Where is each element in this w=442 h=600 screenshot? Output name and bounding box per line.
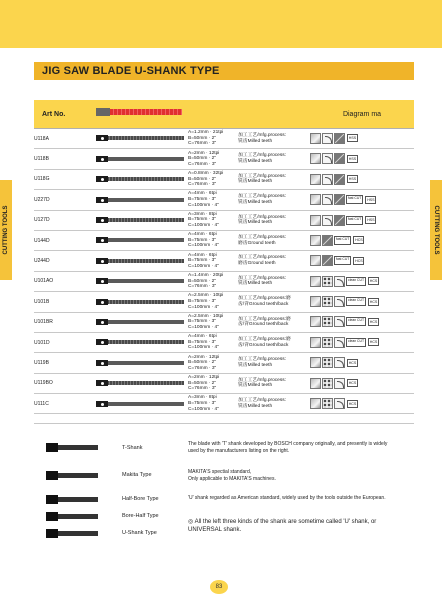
blade-spec: A=4mm · 6tpi B=75mm · 3" C=100mm · 4" <box>188 251 238 271</box>
mfg-process <box>238 190 310 210</box>
wood-material-icon <box>334 194 345 205</box>
curve-material-icon <box>334 337 345 348</box>
dots-material-icon <box>322 357 333 368</box>
metal-material-icon <box>310 255 321 266</box>
steel-grade-badge: HCS <box>369 319 378 324</box>
header-spec <box>188 100 238 129</box>
metal-material-icon <box>310 296 321 307</box>
cut-type-badge: clean CUT <box>346 338 366 347</box>
mfg-process-label: 加工工艺/mfg.process: <box>238 194 286 200</box>
header-blade-diagram <box>92 100 188 129</box>
dots-material-icon <box>322 276 333 287</box>
art-number: U127D <box>34 210 92 230</box>
steel-grade-badge: HCS <box>348 401 357 406</box>
application-icons <box>310 149 414 169</box>
product-table <box>34 100 414 414</box>
table-row <box>34 312 414 332</box>
cut-type-badge: clean CUT <box>346 277 366 286</box>
application-icons <box>310 332 414 352</box>
mfg-process <box>238 373 310 393</box>
mfg-process-value: 铣齿Milled teeth <box>238 281 273 287</box>
art-number: U111C <box>34 394 92 414</box>
mfg-process-value: 铣齿Milled teeth <box>238 362 273 368</box>
blade-graphic <box>98 320 184 324</box>
metal-material-icon <box>310 378 321 389</box>
table-header-row <box>34 100 414 129</box>
header-art-no: Art No. <box>34 100 92 129</box>
mfg-process-value: 铣齿Milled teeth <box>238 179 273 185</box>
header-process <box>238 100 310 129</box>
blade-spec: A=2mm · 12tpi B=50mm · 2" C=76mm · 3" <box>188 373 238 393</box>
blade-graphic <box>98 340 184 344</box>
makita-label: Makita Type <box>122 472 152 478</box>
shank-hole <box>101 403 104 406</box>
shank-hole <box>101 362 104 365</box>
blade-image-cell <box>92 353 188 373</box>
t-shank-label: T-Shank <box>122 445 143 451</box>
blade-image-cell <box>92 373 188 393</box>
header-diagram: Diagram ma <box>310 100 414 129</box>
mfg-process-value: 铣齿Milled teeth <box>238 220 273 226</box>
blade-graphic <box>98 157 184 161</box>
u-shank-description: 'U' shank regarded as American standard, widely used by the tools outside the European. <box>188 495 386 501</box>
blade-spec: A=1.4mm · 20tpi B=50mm · 2" C=76mm · 3" <box>188 271 238 291</box>
blade-graphic <box>98 238 184 242</box>
metal-material-icon <box>310 133 321 144</box>
blade-graphic <box>98 381 184 385</box>
table-row <box>34 353 414 373</box>
art-number: U101AO <box>34 271 92 291</box>
shank-hole <box>101 219 104 222</box>
side-tab-right <box>430 180 442 280</box>
steel-grade-badge: HSS <box>348 177 357 182</box>
blade-graphic <box>98 361 184 365</box>
art-number: U227D <box>34 190 92 210</box>
mfg-process-value: 铣齿Milled teeth <box>238 199 273 205</box>
table-row <box>34 190 414 210</box>
table-row <box>34 169 414 189</box>
steel-grade-badge: HSS <box>348 156 357 161</box>
application-icons <box>310 169 414 189</box>
half-bore-label: Half-Bore Type <box>122 496 159 502</box>
blade-graphic <box>98 279 184 283</box>
table-row <box>34 271 414 291</box>
mfg-process-label: 加工工艺/mfg.process: <box>238 133 286 139</box>
mfg-process-value: 磨齿Ground teeth <box>238 261 276 267</box>
table-row <box>34 332 414 352</box>
page-number: 83 <box>210 580 228 594</box>
dots-material-icon <box>322 378 333 389</box>
blade-spec: A=3mm · 8tpi B=75mm · 3" C=100mm · 4" <box>188 210 238 230</box>
blade-image-cell <box>92 129 188 149</box>
art-number: U118A <box>34 129 92 149</box>
side-tab-right-label: CUTTING TOOLS <box>433 205 439 255</box>
curve-material-icon <box>322 215 333 226</box>
mfg-process <box>238 169 310 189</box>
metal-material-icon <box>310 194 321 205</box>
legend-row-u-shanks <box>34 494 414 550</box>
mfg-process-value: 铣齿Milled teeth <box>238 403 273 409</box>
art-number: U119B <box>34 353 92 373</box>
dots-material-icon <box>322 398 333 409</box>
shank-hole <box>101 301 104 304</box>
blade-spec: A=4mm · 6tpi B=75mm · 3" C=100mm · 4" <box>188 190 238 210</box>
blade-image-cell <box>92 149 188 169</box>
cut-type-badge: clean CUT <box>346 317 366 326</box>
metal-material-icon <box>310 316 321 327</box>
art-number: U244D <box>34 251 92 271</box>
mfg-process <box>238 230 310 250</box>
dots-material-icon <box>322 316 333 327</box>
application-icons <box>310 210 414 230</box>
side-tab-left <box>0 180 12 280</box>
metal-material-icon <box>310 357 321 368</box>
blade-image-cell <box>92 190 188 210</box>
mfg-process <box>238 210 310 230</box>
blade-spec: A=2mm · 12tpi B=50mm · 2" C=76mm · 3" <box>188 149 238 169</box>
mfg-process-value: 铣齿Milled teeth <box>238 159 273 165</box>
blade-image-cell <box>92 271 188 291</box>
shank-hole <box>101 158 104 161</box>
blade-graphic <box>98 198 184 202</box>
metal-material-icon <box>310 174 321 185</box>
universal-note <box>188 518 398 534</box>
section-divider <box>34 423 414 424</box>
blade-graphic <box>98 402 184 406</box>
blade-image-cell <box>92 332 188 352</box>
page-title: JIG SAW BLADE U-SHANK TYPE <box>42 65 220 77</box>
makita-description <box>188 469 398 483</box>
blade-spec: A=2mm · 12tpi B=50mm · 2" C=76mm · 3" <box>188 353 238 373</box>
makita-desc-line2: Only applicable to MAKITA'S machines. <box>188 476 276 482</box>
table-row <box>34 373 414 393</box>
mfg-process-value: 齿/背Ground teeth/back <box>238 342 289 348</box>
steel-grade-badge: HCS <box>355 258 363 263</box>
dots-material-icon <box>322 337 333 348</box>
steel-grade-badge: HCS <box>348 381 357 386</box>
blade-spec: A=2.5mm · 10tpi B=75mm · 3" C=100mm · 4" <box>188 292 238 312</box>
blade-image-cell <box>92 292 188 312</box>
curve-material-icon <box>322 153 333 164</box>
mfg-process-label: 加工工艺/mfg.process: <box>238 377 286 383</box>
wood-material-icon <box>334 153 345 164</box>
note-bullet-icon: ◎ <box>188 519 194 525</box>
blade-spec: A=2.5mm · 10tpi B=75mm · 3" C=100mm · 4" <box>188 312 238 332</box>
mfg-process <box>238 149 310 169</box>
cut-type-badge: fast CUT <box>346 195 363 204</box>
side-tab-left-label: CUTTING TOOLS <box>3 205 9 255</box>
mfg-process-label: 加工工艺/mfg.process: <box>238 153 286 159</box>
art-number: U119BO <box>34 373 92 393</box>
mfg-process <box>238 312 310 332</box>
table-row <box>34 129 414 149</box>
t-shank-description: The blade with 'T' shank developed by BOSCH company originally, and presently is widely used by the manufacturers listing on the right. <box>188 441 388 454</box>
legend-row-t-shank <box>34 438 414 460</box>
curve-material-icon <box>322 194 333 205</box>
blade-spec: A=0.8mm · 32tpi B=50mm · 2" C=76mm · 3" <box>188 169 238 189</box>
metal-material-icon <box>310 337 321 348</box>
application-icons <box>310 373 414 393</box>
mfg-process-label: 加工工艺/mfg.process: <box>238 173 286 179</box>
wood-material-icon <box>334 174 345 185</box>
curve-material-icon <box>334 276 345 287</box>
mfg-process <box>238 353 310 373</box>
mfg-process-value: 齿/背Ground teeth/back <box>238 322 289 328</box>
art-number: U101D <box>34 332 92 352</box>
blade-image-cell <box>92 210 188 230</box>
application-icons <box>310 190 414 210</box>
blade-spec: A=4mm · 6tpi B=75mm · 3" C=100mm · 4" <box>188 230 238 250</box>
mfg-process-label: 加工工艺/mfg.process: <box>238 214 286 220</box>
table-row <box>34 251 414 271</box>
makita-shank-graphic <box>50 473 98 478</box>
metal-material-icon <box>310 153 321 164</box>
steel-grade-badge: HSS <box>367 197 375 202</box>
half-bore-graphic <box>50 497 98 502</box>
shank-hole <box>101 321 104 324</box>
mfg-process-value: 铣齿Milled teeth <box>238 138 273 144</box>
steel-grade-badge: HCS <box>348 360 357 365</box>
blade-spec: A=4mm · 6tpi B=75mm · 3" C=100mm · 4" <box>188 332 238 352</box>
application-icons <box>310 312 414 332</box>
wood-material-icon <box>322 255 333 266</box>
mfg-process <box>238 271 310 291</box>
blade-graphic <box>98 177 184 181</box>
blade-image-cell <box>92 169 188 189</box>
legend-row-makita <box>34 466 414 488</box>
blade-spec: A=1.2mm · 21tpi B=50mm · 2" C=76mm · 3" <box>188 129 238 149</box>
mfg-process-label: 加工工艺/mfg.process:磨 <box>238 316 291 322</box>
mfg-process-label: 加工工艺/mfg.process: <box>238 255 286 261</box>
blade-spec: A=3mm · 8tpi B=75mm · 3" C=100mm · 4" <box>188 394 238 414</box>
mfg-process <box>238 394 310 414</box>
metal-material-icon <box>310 215 321 226</box>
blade-graphic <box>98 300 184 304</box>
top-banner <box>0 0 442 48</box>
cut-type-badge: fast CUT <box>334 256 351 265</box>
table-row <box>34 210 414 230</box>
art-number: U101BR <box>34 312 92 332</box>
table-row <box>34 149 414 169</box>
mfg-process <box>238 129 310 149</box>
wood-material-icon <box>322 235 333 246</box>
curve-material-icon <box>322 133 333 144</box>
metal-material-icon <box>310 235 321 246</box>
art-number: U118G <box>34 169 92 189</box>
application-icons <box>310 292 414 312</box>
curve-material-icon <box>334 296 345 307</box>
wood-material-icon <box>334 215 345 226</box>
cut-type-badge: fast CUT <box>346 216 363 225</box>
curve-material-icon <box>334 398 345 409</box>
application-icons <box>310 251 414 271</box>
mfg-process <box>238 292 310 312</box>
metal-material-icon <box>310 276 321 287</box>
steel-grade-badge: HCS <box>355 238 363 243</box>
t-shank-graphic <box>50 445 98 450</box>
steel-grade-badge: HSS <box>348 136 357 141</box>
curve-material-icon <box>334 316 345 327</box>
mfg-process-label: 加工工艺/mfg.process: <box>238 235 286 241</box>
mfg-process-value: 磨齿Ground teeth <box>238 240 276 246</box>
blade-graphic <box>98 136 184 140</box>
blade-image-cell <box>92 230 188 250</box>
mfg-process <box>238 332 310 352</box>
application-icons <box>310 230 414 250</box>
blade-graphic <box>98 259 184 263</box>
blade-graphic <box>98 218 184 222</box>
art-number: U101B <box>34 292 92 312</box>
mfg-process-label: 加工工艺/mfg.process:磨 <box>238 296 291 302</box>
note-text: All the left three kinds of the shank are sometime called 'U' shank, or UNIVERSAL shank. <box>188 519 377 533</box>
cut-type-badge: clean CUT <box>346 297 366 306</box>
blade-image-cell <box>92 312 188 332</box>
mfg-process-value: 铣齿Milled teeth <box>238 383 273 389</box>
table-row <box>34 292 414 312</box>
steel-grade-badge: HSS <box>367 218 375 223</box>
u-shank-graphic <box>50 531 98 536</box>
u-shank-label: U-Shank Type <box>122 530 157 536</box>
steel-grade-badge: HCS <box>369 279 378 284</box>
title-bar <box>34 62 414 80</box>
curve-material-icon <box>322 174 333 185</box>
makita-desc-line1: MAKITA'S spectial standard, <box>188 469 252 475</box>
table-row <box>34 230 414 250</box>
cut-type-badge: fast CUT <box>334 236 351 245</box>
shank-hole <box>101 260 104 263</box>
art-number: U118B <box>34 149 92 169</box>
application-icons <box>310 129 414 149</box>
mfg-process-label: 加工工艺/mfg.process: <box>238 357 286 363</box>
application-icons <box>310 271 414 291</box>
metal-material-icon <box>310 398 321 409</box>
table-row <box>34 394 414 414</box>
curve-material-icon <box>334 378 345 389</box>
mfg-process-label: 加工工艺/mfg.process: <box>238 398 286 404</box>
curve-material-icon <box>334 357 345 368</box>
art-number: U144D <box>34 230 92 250</box>
application-icons <box>310 353 414 373</box>
dots-material-icon <box>322 296 333 307</box>
application-icons <box>310 394 414 414</box>
header-blade-graphic <box>102 109 182 115</box>
steel-grade-badge: HCS <box>369 340 378 345</box>
bore-half-label: Bore-Half Type <box>122 513 159 519</box>
shank-hole <box>101 199 104 202</box>
mfg-process-label: 加工工艺/mfg.process: <box>238 275 286 281</box>
blade-image-cell <box>92 394 188 414</box>
mfg-process <box>238 251 310 271</box>
mfg-process-value: 齿/背Ground teeth/back <box>238 301 289 307</box>
wood-material-icon <box>334 133 345 144</box>
bore-half-graphic <box>50 514 98 519</box>
blade-image-cell <box>92 251 188 271</box>
steel-grade-badge: HCS <box>369 299 378 304</box>
mfg-process-label: 加工工艺/mfg.process:磨 <box>238 337 291 342</box>
